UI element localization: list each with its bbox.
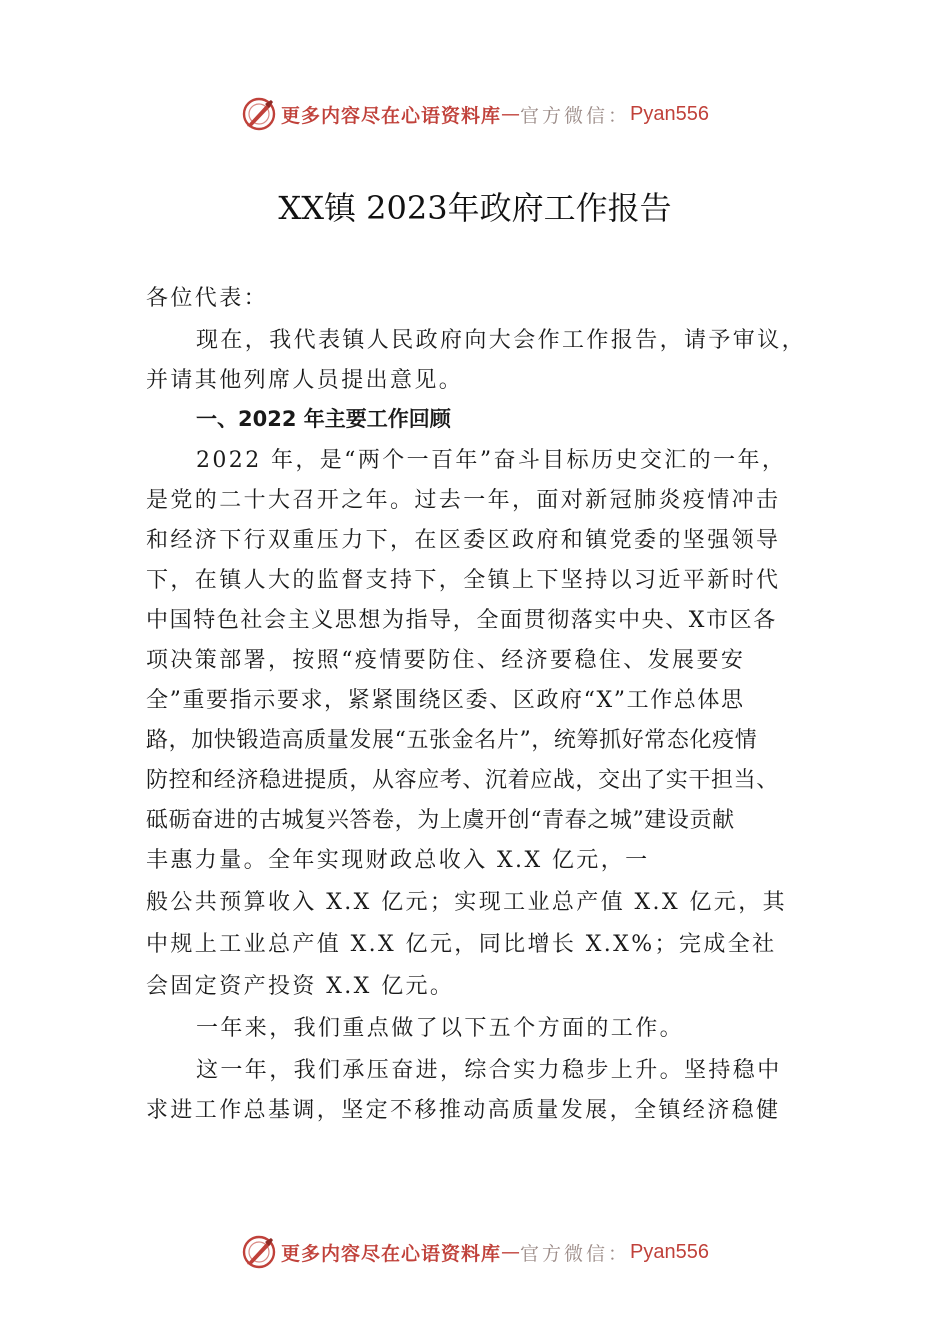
- paragraph-line: 并请其他列席人员提出意见。: [146, 368, 464, 393]
- banner-dash: —: [501, 103, 521, 125]
- paragraph-line: 中国特色社会主义思想为指导，全面贯彻落实中央、X市区各: [146, 608, 777, 633]
- footer-banner: [0, 1232, 950, 1272]
- quill-pen-logo-icon: [241, 1234, 277, 1270]
- paragraph-line: 一年来，我们重点做了以下五个方面的工作。: [196, 1016, 685, 1041]
- paragraph-line: 是党的二十大召开之年。过去一年，面对新冠肺炎疫情冲击: [146, 488, 781, 513]
- paragraph-line: 般公共预算收入 X.X 亿元；实现工业总产值 X.X 亿元，其: [146, 890, 788, 915]
- paragraph-line: 现在，我代表镇人民政府向大会作工作报告，请予审议，: [196, 328, 807, 353]
- paragraph-line: 防控和经济稳进提质，从容应考、沉着应战，交出了实干担当、: [146, 768, 779, 793]
- header-banner: [0, 94, 950, 134]
- paragraph-line: 砥砺奋进的古城复兴答卷，为上虞开创“青春之城”建设贡献: [146, 808, 735, 833]
- banner-wechat-id: Pyan556: [630, 102, 709, 125]
- paragraph-line: 路，加快锻造高质量发展“五张金名片”，统筹抓好常态化疫情: [146, 728, 758, 753]
- section-heading: 一、2022 年主要工作回顾: [196, 407, 451, 431]
- quill-pen-logo-icon: [241, 96, 277, 132]
- document-title: XX镇 2023年政府工作报告: [278, 189, 672, 227]
- paragraph-line: 全”重要指示要求，紧紧围绕区委、区政府“X”工作总体思: [146, 688, 745, 713]
- paragraph-line: 丰惠力量。全年实现财政总收入 X.X 亿元，一: [146, 848, 650, 873]
- paragraph-line: 会固定资产投资 X.X 亿元。: [146, 974, 455, 999]
- banner-dash: —: [501, 1241, 521, 1263]
- salutation: 各位代表：: [146, 286, 269, 311]
- paragraph-line: 下，在镇人大的监督支持下，全镇上下坚持以习近平新时代: [146, 568, 781, 593]
- banner-wechat-id: Pyan556: [630, 1240, 709, 1263]
- banner-official-label: 官方微信：: [520, 1242, 631, 1265]
- banner-slogan: 更多内容尽在心语资料库: [281, 1242, 502, 1265]
- banner-official-label: 官方微信：: [520, 104, 631, 127]
- paragraph-line: 中规上工业总产值 X.X 亿元，同比增长 X.X%；完成全社: [146, 932, 777, 957]
- paragraph-line: 和经济下行双重压力下，在区委区政府和镇党委的坚强领导: [146, 528, 781, 553]
- paragraph-line: 项决策部署，按照“疫情要防住、经济要稳住、发展要安: [146, 648, 746, 673]
- paragraph-line: 2022 年，是“两个一百年”奋斗目标历史交汇的一年，: [196, 448, 787, 473]
- paragraph-line: 这一年，我们承压奋进，综合实力稳步上升。坚持稳中: [196, 1058, 782, 1083]
- paragraph-line: 求进工作总基调，坚定不移推动高质量发展，全镇经济稳健: [146, 1098, 781, 1123]
- banner-slogan: 更多内容尽在心语资料库: [281, 104, 502, 127]
